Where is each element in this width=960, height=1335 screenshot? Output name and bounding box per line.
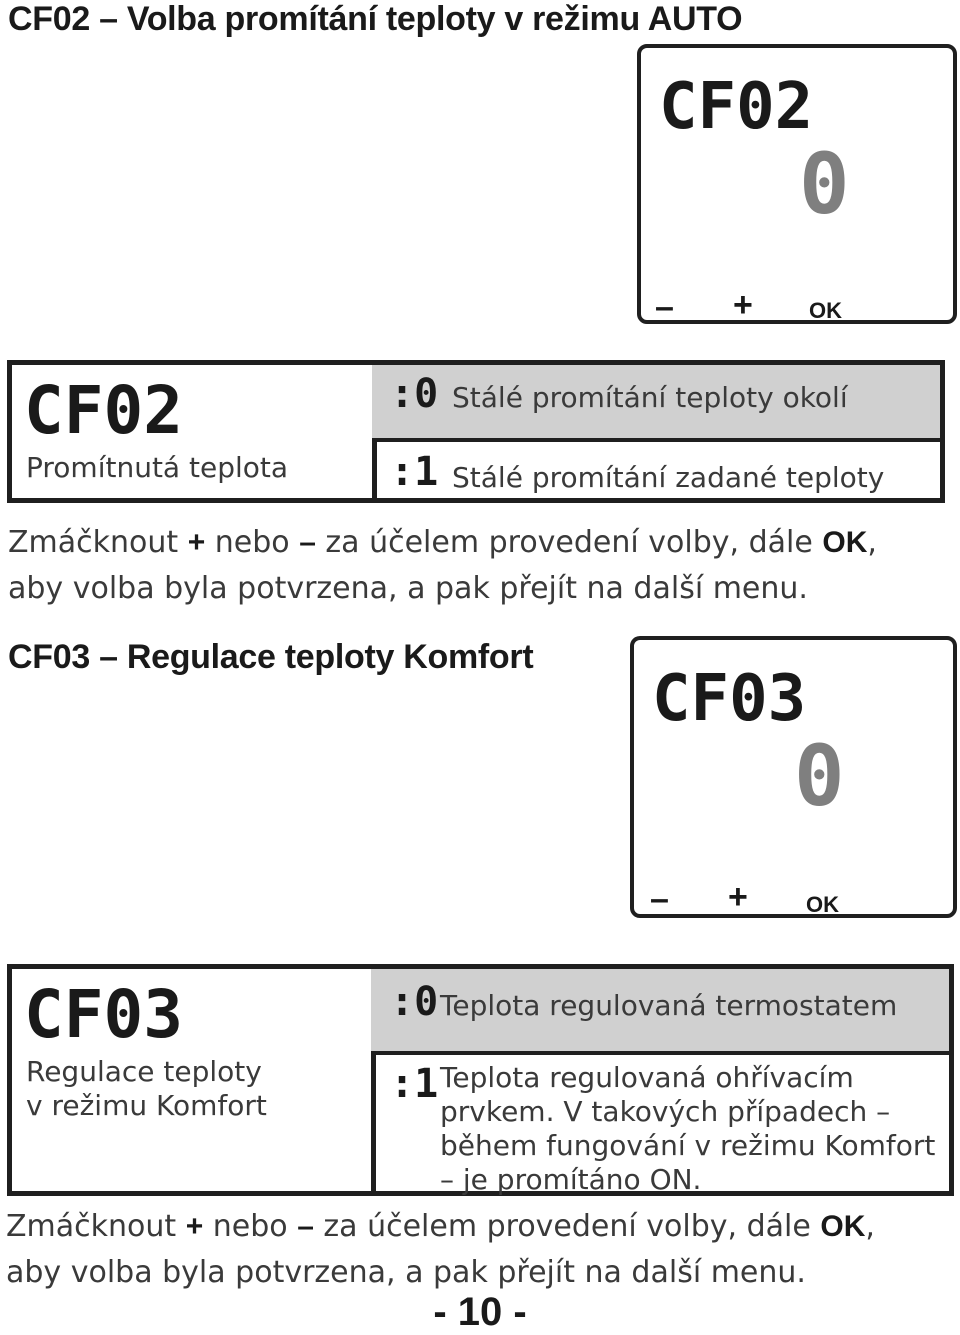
table-code [24, 369, 204, 449]
page-number: - 10 - [433, 1290, 527, 1334]
option-text: Stálé promítání zadané teploty [452, 461, 885, 494]
lcd-display-cf02 [637, 44, 957, 324]
table-label-cell [12, 969, 376, 1191]
instruction-paragraph: Zmáčknout + nebo – za účelem provedení volby, dále OK, aby volba byla potvrzena, a pak přejít na další menu. [8, 525, 877, 606]
lcd-screen [641, 48, 953, 320]
table-code [24, 973, 204, 1053]
lcd-value: 0 [794, 727, 845, 825]
option-code: :1 [390, 449, 439, 495]
option-text: Stálé promítání teploty okolí [452, 381, 848, 414]
svg-text:CF02: CF02 [24, 372, 183, 449]
option-code: :0 [390, 371, 439, 417]
lcd-display-cf03 [630, 636, 957, 918]
minus-button[interactable]: – [655, 288, 674, 326]
ok-key: OK [822, 526, 868, 559]
plus-button[interactable]: + [733, 286, 753, 324]
minus-key: – [299, 526, 316, 559]
options-table-cf03 [7, 964, 954, 1196]
ok-button[interactable]: OK [809, 298, 842, 323]
svg-text:CF03: CF03 [24, 976, 183, 1053]
plus-key: + [185, 1210, 204, 1243]
lcd-code: CF03 [652, 662, 807, 736]
section-heading-cf03: CF03 – Regulace teploty Komfort [8, 638, 534, 676]
ok-key: OK [820, 1210, 866, 1243]
table-label: Regulace teploty v režimu Komfort [26, 1055, 267, 1122]
options-table-cf02 [7, 360, 945, 503]
instruction-paragraph: Zmáčknout + nebo – za účelem provedení volby, dále OK, aby volba byla potvrzena, a pak přejít na další menu. [6, 1209, 875, 1290]
lcd-screen [634, 640, 953, 914]
table-label-cell [12, 365, 377, 498]
table-label: Promítnutá teplota [26, 451, 289, 484]
lcd-code: CF02 [659, 70, 814, 144]
lcd-value: 0 [799, 135, 850, 233]
section-heading-cf02: CF02 – Volba promítání teploty v režimu AUTO [8, 0, 743, 38]
option-code: :0 [390, 979, 439, 1025]
plus-key: + [187, 526, 206, 559]
option-text: Teplota regulovaná termostatem [440, 989, 898, 1022]
minus-button[interactable]: – [650, 880, 669, 918]
ok-button[interactable]: OK [806, 892, 839, 917]
option-text: Teplota regulovaná ohřívacím prvkem. V takových případech – během fungování v režimu Komfort – je promítáno ON. [440, 1061, 936, 1196]
option-code: :1 [390, 1061, 439, 1107]
minus-key: – [297, 1210, 314, 1243]
plus-button[interactable]: + [728, 878, 748, 916]
